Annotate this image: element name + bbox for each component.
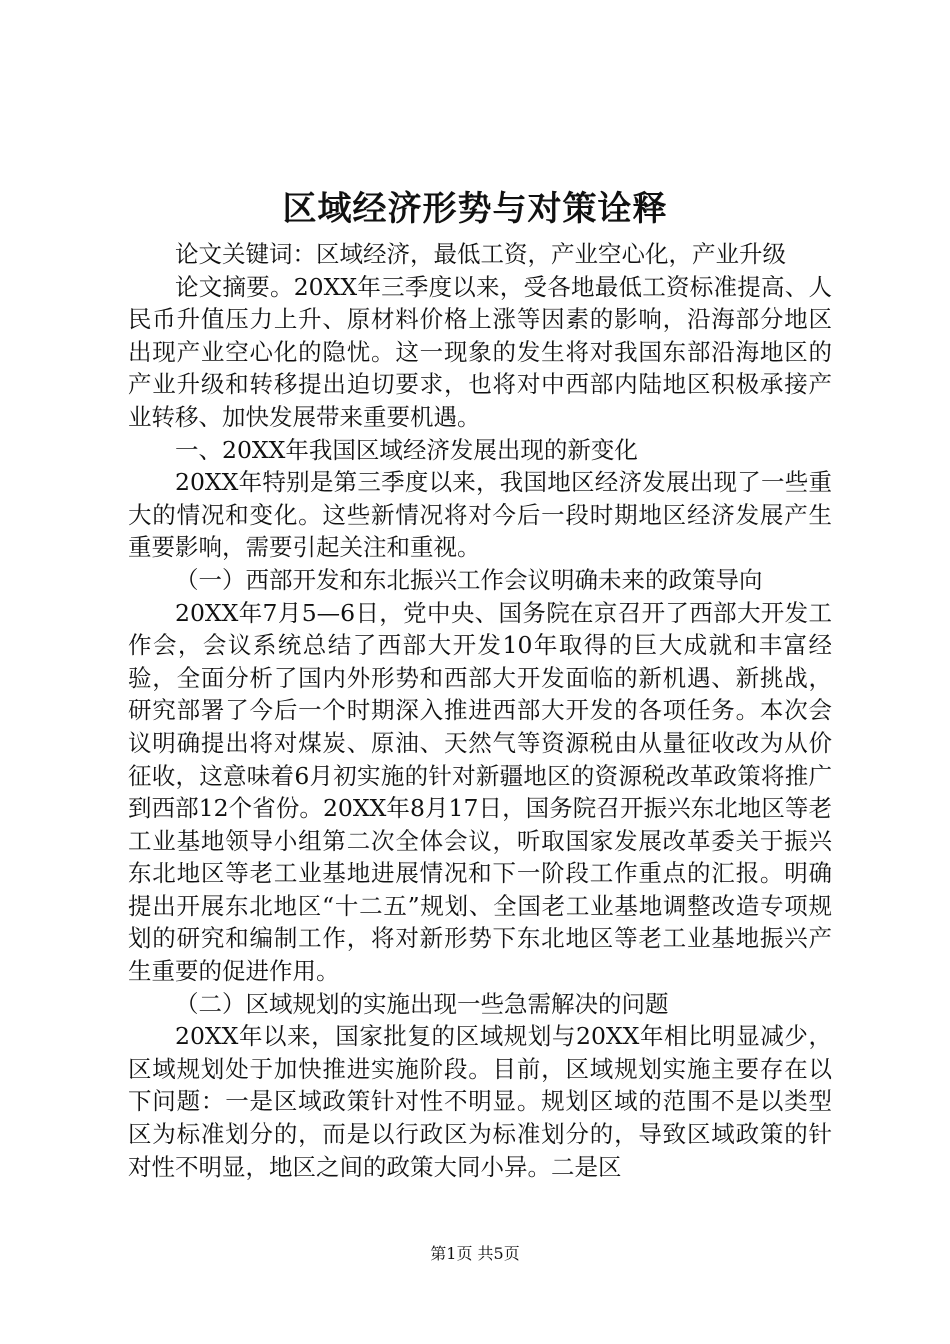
- abstract-paragraph: 论文摘要。20XX年三季度以来，受各地最低工资标准提高、人民币升值压力上升、原材料价格上涨等因素的影响，沿海部分地区出现产业空心化的隐忧。这一现象的发生将对我国东部沿海地区的产业升级和转移提出迫切要求，也将对中西部内陆地区积极承接产业转移、加快发展带来重要机遇。: [128, 272, 832, 431]
- body-paragraph: 20XX年以来，国家批复的区域规划与20XX年相比明显减少，区域规划处于加快推进实施阶段。目前，区域规划实施主要存在以下问题：一是区域政策针对性不明显。规划区域的范围不是以类型区为标准划分的，而是以行政区为标准划分的，导致区域政策的针对性不明显，地区之间的政策大同小异。二是区: [128, 1022, 832, 1181]
- body-paragraph: 20XX年7月5—6日，党中央、国务院在京召开了西部大开发工作会，会议系统总结了西部大开发10年取得的巨大成就和丰富经验，全面分析了国内外形势和西部大开发面临的新机遇、新挑战，研究部署了今后一个时期深入推进西部大开发的各项任务。本次会议明确提出将对煤炭、原油、天然气等资源税由从量征收改为从价征收，这意味着6月初实施的针对新疆地区的资源税改革政策将推广到西部12个省份。20XX年8月17日，国务院召开振兴东北地区等老工业基地领导小组第二次全体会议，听取国家发展改革委关于振兴东北地区等老工业基地进展情况和下一阶段工作重点的汇报。明确提出开展东北地区“十二五”规划、全国老工业基地调整改造专项规划的研究和编制工作，将对新形势下东北地区等老工业基地振兴产生重要的促进作用。: [128, 598, 832, 986]
- subsection-heading: （二）区域规划的实施出现一些急需解决的问题: [175, 989, 669, 1018]
- keywords-paragraph: 论文关键词：区域经济，最低工资，产业空心化，产业升级: [175, 240, 786, 268]
- subsection-heading: （一）西部开发和东北振兴工作会议明确未来的政策导向: [175, 565, 763, 594]
- document-title: 区域经济形势与对策诠释: [282, 189, 668, 229]
- body-paragraph: 20XX年特别是第三季度以来，我国地区经济发展出现了一些重大的情况和变化。这些新情况将对今后一段时期地区经济发展产生重要影响，需要引起关注和重视。: [128, 468, 832, 562]
- document-body: [128, 238, 832, 1183]
- page-number-footer: 第1页 共5页: [430, 1244, 520, 1263]
- section-heading: 一、20XX年我国区域经济发展出现的新变化: [175, 435, 638, 464]
